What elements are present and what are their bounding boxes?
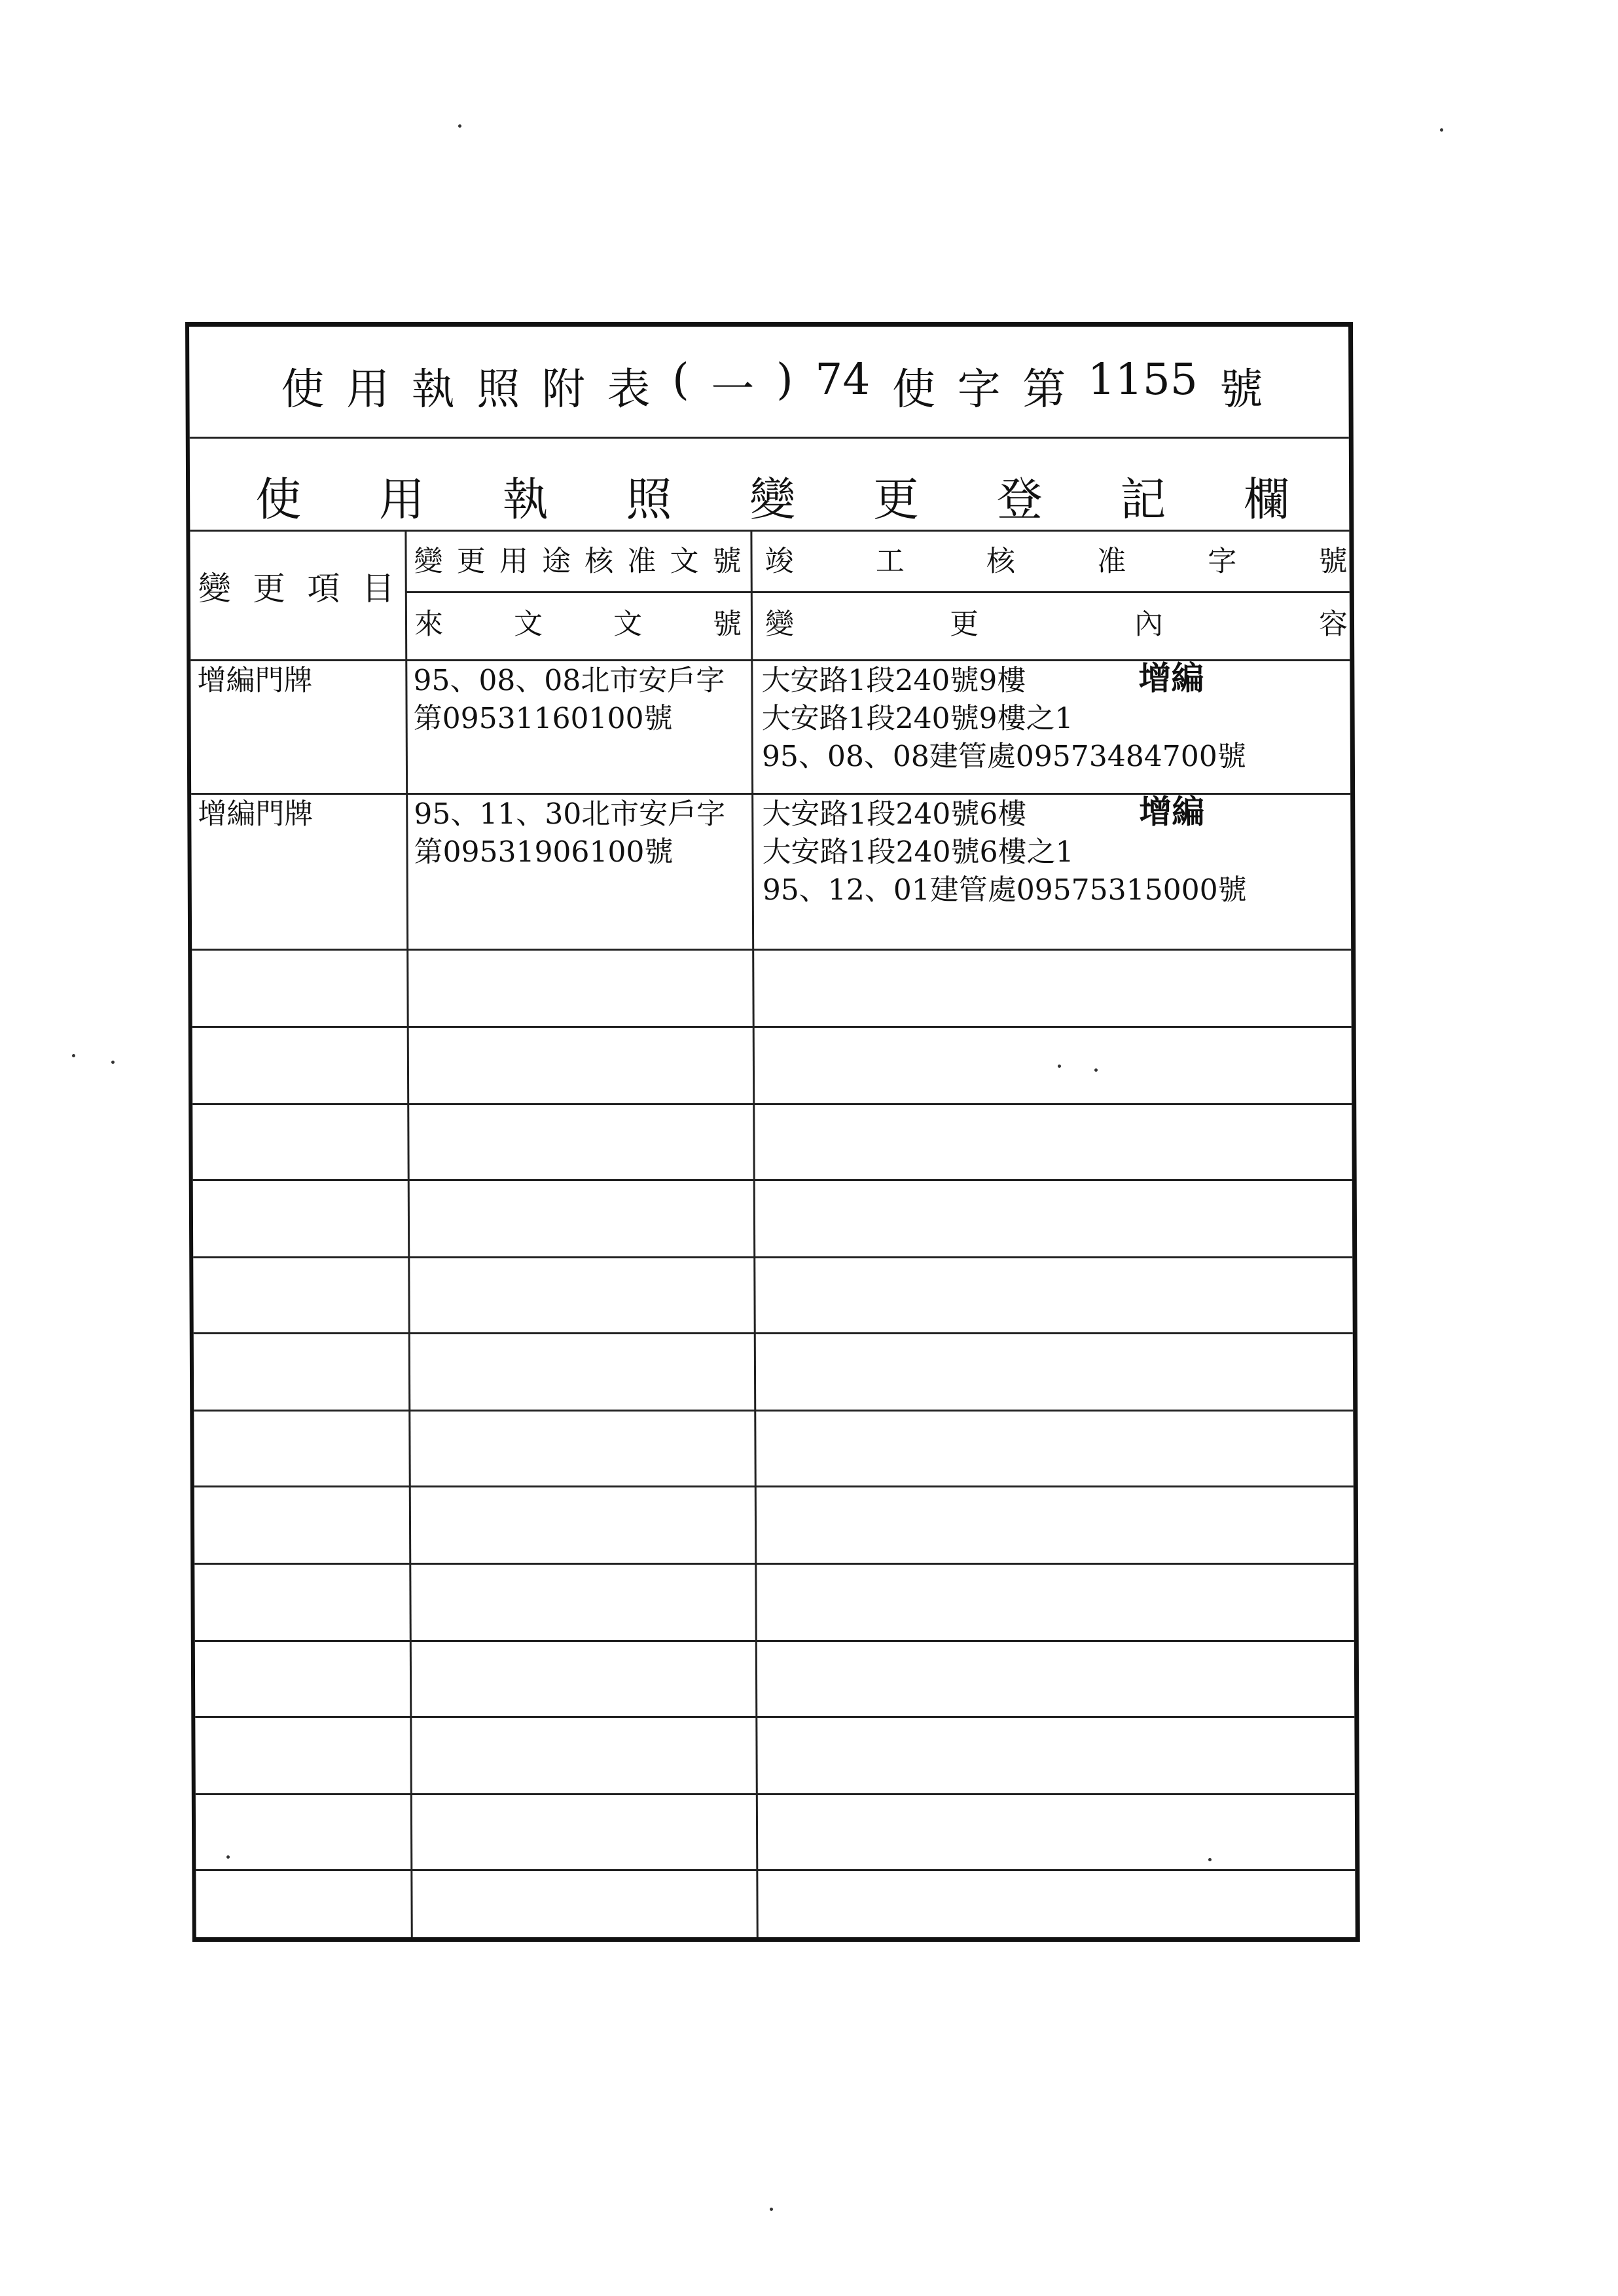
heading-glyph: 號	[1219, 364, 1263, 414]
heading-glyph: 文	[613, 608, 643, 641]
divider	[195, 1716, 1354, 1718]
heading-glyph: 容	[1318, 608, 1348, 641]
divider	[194, 1485, 1354, 1487]
divider	[194, 1410, 1353, 1412]
heading-glyph: 內	[1134, 608, 1164, 641]
divider	[192, 1103, 1352, 1105]
divider	[192, 949, 1351, 951]
divider	[190, 530, 1349, 532]
heading-glyph: 竣	[764, 545, 794, 578]
scan-speck	[72, 1054, 75, 1057]
scan-speck	[770, 2208, 773, 2211]
heading-glyph: 1155	[1087, 354, 1198, 405]
column-divider	[750, 530, 758, 1937]
heading-glyph: 更	[456, 545, 486, 578]
header-approval-doc	[414, 538, 741, 579]
scan-speck	[1440, 128, 1443, 132]
heading-glyph: 更	[252, 570, 286, 608]
row1-content-line2: 大安路1段240號9樓之1	[761, 702, 1073, 735]
divider	[192, 1026, 1352, 1028]
heading-glyph: 途	[541, 545, 571, 578]
heading-glyph: 字	[1208, 545, 1237, 578]
scan-speck	[1058, 1065, 1061, 1068]
heading-glyph: 一	[711, 364, 755, 414]
divider	[406, 591, 1350, 593]
heading-glyph: 第	[1022, 364, 1066, 414]
row2-content-line1: 大安路1段240號6樓	[762, 797, 1027, 831]
heading-glyph: 變	[749, 473, 796, 526]
heading-glyph: 登	[996, 473, 1043, 526]
heading-glyph: 使	[281, 364, 325, 414]
divider	[193, 1256, 1352, 1258]
heading-glyph: 目	[361, 570, 395, 608]
row2-doc-line1: 95、11、30北市安戶字	[414, 797, 726, 831]
divider	[196, 1793, 1355, 1795]
heading-glyph: 使	[255, 473, 302, 526]
row2-item: 增編門牌	[198, 797, 314, 831]
heading-glyph: 字	[957, 364, 1001, 414]
row2-doc-line2: 第09531906100號	[414, 835, 674, 869]
header-item	[198, 562, 395, 610]
header-change-content	[765, 600, 1348, 642]
row1-content-line1: 大安路1段240號9樓	[761, 664, 1026, 697]
divider	[195, 1640, 1354, 1642]
heading-glyph: 號	[712, 608, 742, 641]
heading-glyph: (	[672, 354, 689, 405]
heading-glyph: 表	[607, 364, 651, 414]
heading-glyph: 更	[872, 473, 920, 526]
heading-glyph: 執	[411, 364, 455, 414]
row1-item: 增編門牌	[197, 664, 313, 697]
heading-glyph: 更	[949, 608, 979, 641]
heading-glyph: 用	[378, 473, 425, 526]
heading-glyph: 號	[712, 545, 742, 578]
divider	[193, 1179, 1352, 1181]
heading-glyph: 核	[986, 545, 1016, 578]
header-completion-no	[764, 538, 1347, 579]
heading-glyph: 來	[414, 608, 444, 641]
heading-glyph: 使	[891, 364, 936, 414]
scan-speck	[226, 1855, 230, 1859]
header-incoming-doc	[414, 600, 742, 642]
divider	[194, 1332, 1353, 1334]
heading-glyph: 准	[1097, 545, 1126, 578]
heading-glyph: 變	[414, 545, 443, 578]
heading-glyph: 附	[541, 364, 586, 414]
row1-doc-line1: 95、08、08北市安戶字	[413, 664, 725, 697]
scan-speck	[1094, 1068, 1098, 1072]
heading-glyph: 照	[476, 364, 520, 414]
heading-glyph: 號	[1318, 545, 1348, 578]
scan-speck	[111, 1061, 115, 1064]
divider	[196, 1869, 1355, 1871]
scan-speck	[458, 124, 461, 128]
heading-glyph: 記	[1120, 473, 1166, 526]
scan-speck	[1208, 1858, 1212, 1861]
column-divider	[404, 530, 412, 1937]
row2-content-line3: 95、12、01建管處09575315000號	[762, 873, 1247, 907]
heading-glyph: 照	[626, 473, 672, 526]
heading-glyph: 工	[875, 545, 905, 578]
heading-glyph: 文	[670, 545, 699, 578]
row1-content-tag: 增編	[1138, 659, 1204, 697]
heading-glyph: 執	[502, 473, 548, 526]
heading-glyph: 核	[584, 545, 614, 578]
heading-glyph: 准	[627, 545, 656, 578]
row2-content-line2: 大安路1段240號6樓之1	[762, 835, 1074, 869]
divider	[194, 1563, 1354, 1565]
heading-glyph: 用	[346, 364, 390, 414]
row1-content-line3: 95、08、08建管處09573484700號	[761, 740, 1246, 773]
heading-glyph: 欄	[1244, 473, 1290, 526]
heading-glyph: 變	[764, 608, 795, 641]
registration-table	[185, 322, 1360, 1942]
row2-content-tag: 增編	[1139, 792, 1205, 831]
document-title	[281, 354, 1263, 416]
divider	[190, 437, 1349, 439]
heading-glyph: 文	[513, 608, 543, 641]
row1-doc-line2: 第09531160100號	[413, 702, 673, 735]
heading-glyph: 74	[815, 354, 871, 405]
heading-glyph: 項	[307, 570, 340, 608]
heading-glyph: 變	[198, 570, 231, 608]
heading-glyph: )	[776, 354, 793, 405]
heading-glyph: 用	[499, 545, 528, 578]
section-title	[255, 463, 1289, 529]
